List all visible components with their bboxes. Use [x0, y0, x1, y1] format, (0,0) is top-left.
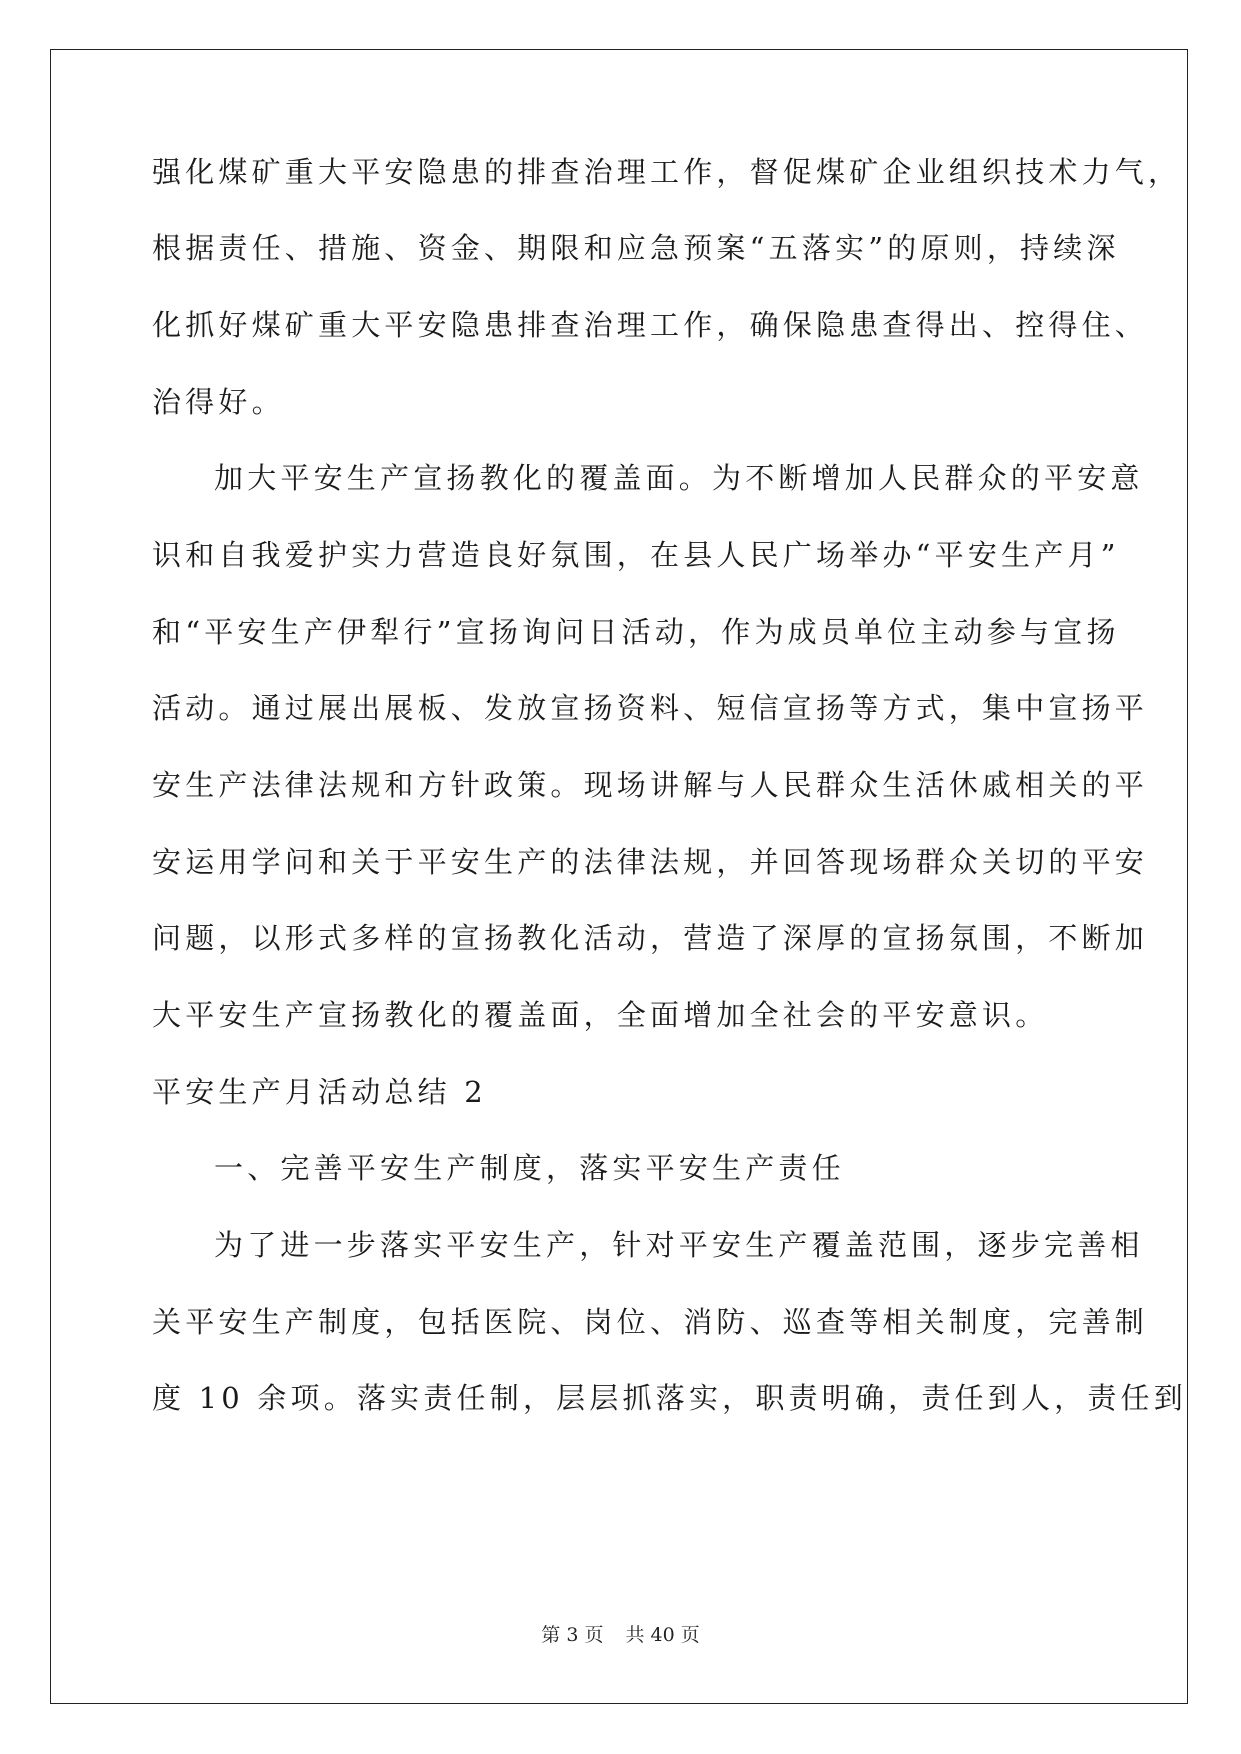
text-line: 治得好。 [152, 385, 285, 419]
text-line: 化抓好煤矿重大平安隐患排查治理工作，确保隐患查得出、控得住、 [152, 308, 1149, 342]
paragraph-first-line: 加大平安生产宣扬教化的覆盖面。为不断增加人民群众的平安意 [214, 461, 1144, 495]
text-line: 安生产法律法规和方针政策。现场讲解与人民群众生活休戚相关的平 [152, 768, 1149, 802]
paragraph-first-line: 为了进一步落实平安生产，针对平安生产覆盖范围，逐步完善相 [214, 1228, 1144, 1262]
text-line: 活动。通过展出展板、发放宣扬资料、短信宣扬等方式，集中宣扬平 [152, 691, 1149, 725]
subsection-heading: 一、完善平安生产制度，落实平安生产责任 [214, 1151, 845, 1185]
text-line: 根据责任、措施、资金、期限和应急预案“五落实”的原则，持续深 [152, 231, 1120, 265]
text-line: 大平安生产宣扬教化的覆盖面，全面增加全社会的平安意识。 [152, 998, 1049, 1032]
page-footer [0, 1623, 1241, 1647]
text-line: 强化煤矿重大平安隐患的排查治理工作，督促煤矿企业组织技术力气， [152, 155, 1182, 189]
text-line: 问题，以形式多样的宣扬教化活动，营造了深厚的宣扬氛围，不断加 [152, 921, 1149, 955]
text-line: 关平安生产制度，包括医院、岗位、消防、巡查等相关制度，完善制 [152, 1305, 1149, 1339]
section-heading: 平安生产月活动总结 2 [152, 1075, 487, 1109]
page-total: 共 40 页 [625, 1624, 700, 1646]
text-line: 和“平安生产伊犁行”宣扬询问日活动，作为成员单位主动参与宣扬 [152, 615, 1120, 649]
text-line: 安运用学问和关于平安生产的法律法规，并回答现场群众关切的平安 [152, 845, 1149, 879]
text-line: 识和自我爱护实力营造良好氛围，在县人民广场举办“平安生产月” [152, 538, 1120, 572]
text-line: 度 10 余项。落实责任制，层层抓落实，职责明确，责任到人，责任到 [152, 1381, 1187, 1415]
page-number: 第 3 页 [541, 1624, 604, 1646]
